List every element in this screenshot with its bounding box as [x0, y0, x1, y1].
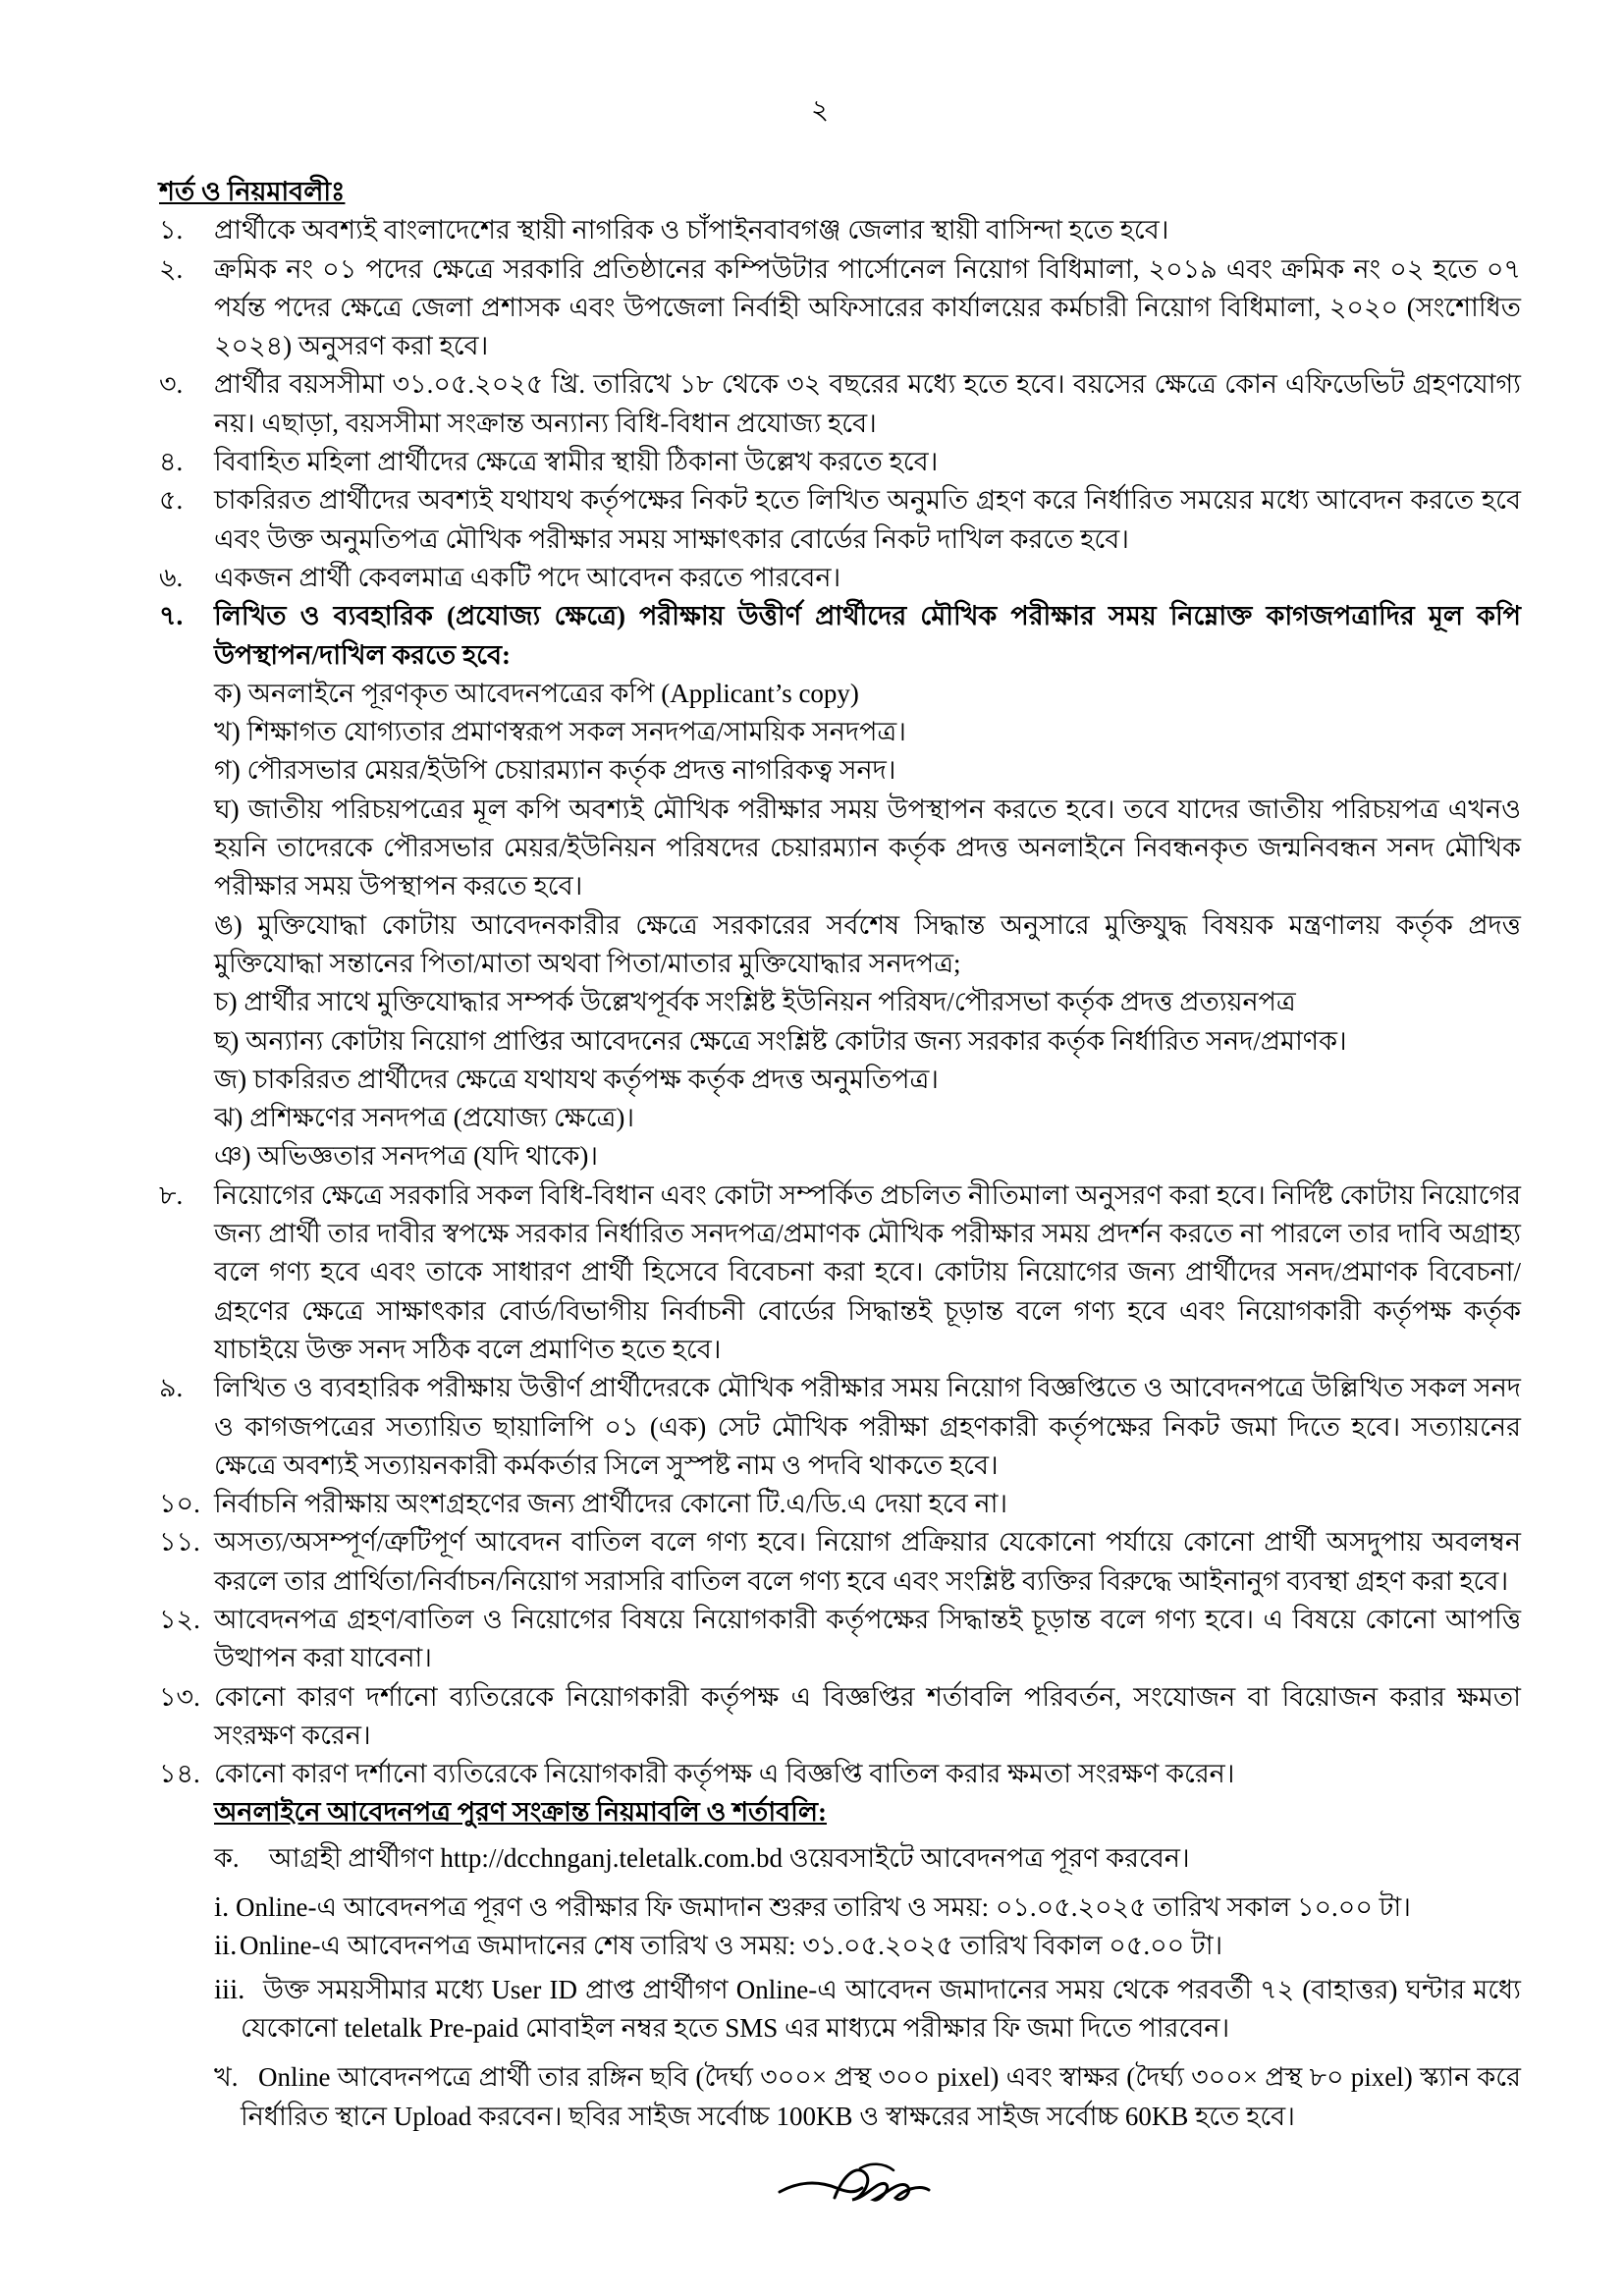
sub-item-label: খ)	[214, 717, 241, 747]
sub-item-label: ছ)	[214, 1025, 240, 1056]
item-text: কোনো কারণ দর্শানো ব্যতিরেকে নিয়োগকারী কর্তৃপক্ষ এ বিজ্ঞপ্তি বাতিল করার ক্ষমতা সংরক্ষণ করেন।	[214, 1759, 1235, 1789]
item-text: অসত্য/অসম্পূর্ণ/ত্রুটিপূর্ণ আবেদন বাতিল বলে গণ্য হবে। নিয়োগ প্রক্রিয়ার যেকোনো পর্যায়ে কোনো প্রার্থী অসদুপায় অবলম্বন করলে তার প্রার্থিতা/নির্বাচন/নিয়োগ সরাসরি বাতিল বলে গণ্য হবে এবং সংশ্লিষ্ট ব্যক্তির বিরুদ্ধে আইনানুগ ব্যবস্থা গ্রহণ করা হবে।	[214, 1527, 1521, 1596]
sub-item-text: প্রার্থীর সাথে মুক্তিযোদ্ধার সম্পর্ক উল্লেখপূর্বক সংশ্লিষ্ট ইউনিয়ন পরিষদ/পৌরসভা কর্তৃক প্রদত্ত প্রত্যয়নপত্র	[244, 987, 1296, 1017]
item-number: ১০.	[159, 1489, 200, 1519]
item-number: ১১.	[159, 1527, 200, 1558]
item-number: ৪.	[159, 447, 184, 477]
item-text: বিবাহিত মহিলা প্রার্থীদের ক্ষেত্রে স্বামীর স্থায়ী ঠিকানা উল্লেখ করতে হবে।	[214, 447, 939, 477]
sub-item-label: ঞ)	[214, 1141, 251, 1172]
online-rule-text: Online আবেদনপত্রে প্রার্থী তার রঙ্গিন ছবি (দৈর্ঘ্য ৩০০× প্রস্থ ৩০০ pixel) এবং স্বাক্ষর (দৈর্ঘ্য ৩০০× প্রস্থ ৮০ pixel) স্ক্যান করে নির্ধারিত স্থানে Upload করবেন। ছবির সাইজ সর্বোচ্চ 100KB ও স্বাক্ষরের সাইজ সর্বোচ্চ 60KB হতে হবে।	[241, 2062, 1521, 2131]
item-text: লিখিত ও ব্যবহারিক পরীক্ষায় উত্তীর্ণ প্রার্থীদেরকে মৌখিক পরীক্ষার সময় নিয়োগ বিজ্ঞপ্তিতে ও আবেদনপত্রে উল্লিখিত সকল সনদ ও কাগজপত্রের সত্যায়িত ছায়ালিপি ০১ (এক) সেট মৌখিক পরীক্ষা গ্রহণকারী কর্তৃপক্ষের নিকট জমা দিতে হবে। সত্যায়নের ক্ষেত্রে অবশ্যই সত্যায়নকারী কর্মকর্তার সিলে সুস্পষ্ট নাম ও পদবি থাকতে হবে।	[214, 1373, 1521, 1480]
terms-item-required-documents	[159, 597, 1521, 675]
item-text: কোনো কারণ দর্শানো ব্যতিরেকে নিয়োগকারী কর্তৃপক্ষ এ বিজ্ঞপ্তির শর্তাবলি পরিবর্তন, সংযোজন বা বিয়োজন করার ক্ষমতা সংরক্ষণ করেন।	[214, 1681, 1521, 1750]
sub-item-label: ঘ)	[214, 793, 240, 824]
terms-item	[159, 1678, 1521, 1756]
item-number: ৫.	[159, 485, 184, 516]
online-rules-heading: অনলাইনে আবেদনপত্র পুরণ সংক্রান্ত নিয়মাবলি ও শর্তাবলি:	[214, 1797, 828, 1828]
item-text: নিয়োগের ক্ষেত্রে সরকারি সকল বিধি-বিধান এবং কোটা সম্পর্কিত প্রচলিত নীতিমালা অনুসরণ করা হবে। নির্দিষ্ট কোটায় নিয়োগের জন্য প্রার্থী তার দাবীর স্বপক্ষে সরকার নির্ধারিত সনদপত্র/প্রমাণক মৌখিক পরীক্ষার সময় প্রদর্শন করতে না পারলে তার দাবি অগ্রাহ্য বলে গণ্য হবে এবং তাকে সাধারণ প্রার্থী হিসেবে বিবেচনা করা হবে। কোটায় নিয়োগের জন্য প্রার্থীদের সনদ/প্রমাণক বিবেচনা/গ্রহণের ক্ষেত্রে সাক্ষাৎকার বোর্ড/বিভাগীয় নির্বাচনী বোর্ডের সিদ্ধান্তই চূড়ান্ত বলে গণ্য হবে এবং নিয়োগকারী কর্তৃপক্ষ কর্তৃক যাচাইয়ে উক্ত সনদ সঠিক বলে প্রমাণিত হতে হবে।	[214, 1179, 1521, 1364]
item-text: প্রার্থীর বয়সসীমা ৩১.০৫.২০২৫ খ্রি. তারিখে ১৮ থেকে ৩২ বছরের মধ্যে হতে হবে। বয়সের ক্ষেত্রে কোন এফিডেভিট গ্রহণযোগ্য নয়। এছাড়া, বয়সসীমা সংক্রান্ত অন্যান্য বিধি-বিধান প্রযোজ্য হবে।	[214, 369, 1521, 438]
required-document-item	[214, 906, 1521, 984]
online-rule-label: i.	[214, 1891, 230, 1924]
sub-item-text: শিক্ষাগত যোগ্যতার প্রমাণস্বরূপ সকল সনদপত্র/সাময়িক সনদপত্র।	[246, 717, 906, 747]
sub-item-label: জ)	[214, 1064, 247, 1094]
sub-item-text: অভিজ্ঞতার সনদপত্র (যদি থাকে)।	[257, 1141, 598, 1172]
terms-item	[159, 1523, 1521, 1601]
terms-item	[159, 1755, 1521, 1793]
item-number: ২.	[159, 253, 184, 284]
item-number: ৭.	[159, 601, 184, 631]
required-document-item	[214, 751, 1521, 790]
terms-item	[159, 211, 1521, 249]
sub-item-text: অনলাইনে পূরণকৃত আবেদনপত্রের কপি (Applicant’s copy)	[247, 678, 859, 708]
sub-item-text: পৌরসভার মেয়র/ইউপি চেয়ারম্যান কর্তৃক প্রদত্ত নাগরিকত্ব সনদ।	[246, 755, 896, 786]
sub-item-text: জাতীয় পরিচয়পত্রের মূল কপি অবশ্যই মৌখিক পরীক্ষার সময় উপস্থাপন করতে হবে। তবে যাদের জাতীয় পরিচয়পত্র এখনও হয়নি তাদেরকে পৌরসভার মেয়র/ইউনিয়ন পরিষদের চেয়ারম্যান কর্তৃক প্রদত্ত অনলাইনে নিবন্ধনকৃত জন্মনিবন্ধন সনদ মৌখিক পরীক্ষার সময় উপস্থাপন করতে হবে।	[214, 793, 1522, 902]
online-rule-text: Online-এ আবেদনপত্র পূরণ ও পরীক্ষার ফি জমাদান শুরুর তারিখ ও সময়: ০১.০৫.২০২৫ তারিখ সকাল ১০.০০ টা।	[236, 1892, 1411, 1923]
item-text: লিখিত ও ব্যবহারিক (প্রযোজ্য ক্ষেত্রে) পরীক্ষায় উত্তীর্ণ প্রার্থীদের মৌখিক পরীক্ষার সময় নিম্নোক্ত কাগজপত্রাদির মূল কপি উপস্থাপন/দাখিল করতে হবে:	[214, 601, 1521, 670]
sub-item-text: অন্যান্য কোটায় নিয়োগ প্রাপ্তির আবেদনের ক্ষেত্রে সংশ্লিষ্ট কোটার জন্য সরকার কর্তৃক নির্ধারিত সনদ/প্রমাণক।	[245, 1025, 1347, 1056]
terms-item	[159, 443, 1521, 481]
required-document-item	[214, 791, 1521, 906]
required-document-item	[214, 713, 1521, 751]
sub-item-label: চ)	[214, 987, 238, 1017]
sub-item-label: ক)	[214, 678, 242, 708]
item-number: ৬.	[159, 562, 184, 592]
sub-item-label: গ)	[214, 755, 241, 786]
required-document-item	[214, 675, 1521, 713]
item-text: আবেদনপত্র গ্রহণ/বাতিল ও নিয়োগের বিষয়ে নিয়োগকারী কর্তৃপক্ষের সিদ্ধান্তই চূড়ান্ত বলে গণ্য হবে। এ বিষয়ে কোনো আপত্তি উত্থাপন করা যাবেনা।	[214, 1604, 1521, 1673]
terms-item	[159, 365, 1521, 443]
item-number: ১.	[159, 215, 184, 246]
required-document-item	[214, 983, 1521, 1021]
item-text: চাকরিরত প্রার্থীদের অবশ্যই যথাযথ কর্তৃপক্ষের নিকট হতে লিখিত অনুমতি গ্রহণ করে নির্ধারিত সময়ের মধ্যে আবেদন করতে হবে এবং উক্ত অনুমতিপত্র মৌখিক পরীক্ষার সময় সাক্ষাৎকার বোর্ডের নিকট দাখিল করতে হবে।	[214, 485, 1521, 554]
online-rule-label: iii.	[214, 1973, 245, 2005]
item-number: ৯.	[159, 1373, 184, 1403]
item-number: ৮.	[159, 1179, 184, 1210]
document-body	[159, 173, 1521, 2136]
terms-item	[159, 1369, 1521, 1485]
online-rule-item	[214, 1888, 1521, 1927]
terms-item	[159, 559, 1521, 597]
sub-item-text: চাকরিরত প্রার্থীদের ক্ষেত্রে যথাযথ কর্তৃপক্ষ কর্তৃক প্রদত্ত অনুমতিপত্র।	[252, 1064, 939, 1094]
terms-item	[159, 1601, 1521, 1678]
online-rule-label: খ.	[214, 2062, 239, 2093]
item-number: ১২.	[159, 1604, 200, 1634]
terms-item	[159, 1176, 1521, 1369]
required-document-item	[214, 1099, 1521, 1137]
sub-item-text: মুক্তিযোদ্ধা কোটায় আবেদনকারীর ক্ষেত্রে সরকারের সর্বশেষ সিদ্ধান্ত অনুসারে মুক্তিযুদ্ধ বিষয়ক মন্ত্রণালয় কর্তৃক প্রদত্ত মুক্তিযোদ্ধা সন্তানের পিতা/মাতা অথবা পিতা/মাতার মুক্তিযোদ্ধার সনদপত্র;	[214, 909, 1521, 978]
sub-item-text: প্রশিক্ষণের সনদপত্র (প্রযোজ্য ক্ষেত্রে)।	[249, 1103, 635, 1133]
item-number: ৩.	[159, 369, 184, 400]
online-rule-text: Online-এ আবেদনপত্র জমাদানের শেষ তারিখ ও সময়: ৩১.০৫.২০২৫ তারিখ বিকাল ০৫.০০ টা।	[240, 1931, 1223, 1961]
item-text: নির্বাচনি পরীক্ষায় অংশগ্রহণের জন্য প্রার্থীদের কোনো টি.এ/ডি.এ দেয়া হবে না।	[214, 1489, 1008, 1519]
item-number: ১৩.	[159, 1681, 200, 1712]
handwritten-signature	[776, 2151, 933, 2214]
item-text: ক্রমিক নং ০১ পদের ক্ষেত্রে সরকারি প্রতিষ্ঠানের কম্পিউটার পার্সোনেল নিয়োগ বিধিমালা, ২০১৯ এবং ক্রমিক নং ০২ হতে ০৭ পর্যন্ত পদের ক্ষেত্রে জেলা প্রশাসক এবং উপজেলা নির্বাহী অফিসারের কার্যালয়ের কর্মচারী নিয়োগ বিধিমালা, ২০২০ (সংশোধিত ২০২৪) অনুসরণ করা হবে।	[214, 253, 1521, 361]
required-document-item	[214, 1022, 1521, 1061]
sub-item-label: ঝ)	[214, 1103, 244, 1133]
online-rule-text: আগ্রহী প্রার্থীগণ http://dcchnganj.teletalk.com.bd ওয়েবসাইটে আবেদনপত্র পূরণ করবেন।	[269, 1842, 1190, 1873]
terms-item	[159, 250, 1521, 366]
online-rule-label: ii.	[214, 1930, 238, 1962]
online-rule-item	[214, 1927, 1521, 1965]
online-rule-label: ক.	[214, 1842, 240, 1873]
item-text: প্রার্থীকে অবশ্যই বাংলাদেশের স্থায়ী নাগরিক ও চাঁপাইনবাবগঞ্জ জেলার স্থায়ী বাসিন্দা হতে হবে।	[214, 215, 1169, 246]
page-number: ২	[810, 95, 830, 126]
item-number: ১৪.	[159, 1759, 200, 1789]
required-document-item	[214, 1061, 1521, 1099]
online-rule-item	[214, 2058, 1521, 2136]
terms-item	[159, 481, 1521, 559]
item-text: একজন প্রার্থী কেবলমাত্র একটি পদে আবেদন করতে পারবেন।	[214, 562, 841, 592]
online-rule-item	[214, 1839, 1521, 1878]
terms-heading: শর্ত ও নিয়মাবলীঃ	[159, 177, 346, 206]
online-rule-item	[214, 1971, 1521, 2049]
sub-item-label: ঙ)	[214, 909, 243, 940]
online-rule-text: উক্ত সময়সীমার মধ্যে User ID প্রাপ্ত প্রার্থীগণ Online-এ আবেদন জমাদানের সময় থেকে পরবর্তী ৭২ (বাহাত্তর) ঘন্টার মধ্যে যেকোনো teletalk Pre-paid মোবাইল নম্বর হতে SMS এর মাধ্যমে পরীক্ষার ফি জমা দিতে পারবেন।	[241, 1974, 1521, 2043]
terms-item	[159, 1485, 1521, 1523]
required-document-item	[214, 1137, 1521, 1175]
